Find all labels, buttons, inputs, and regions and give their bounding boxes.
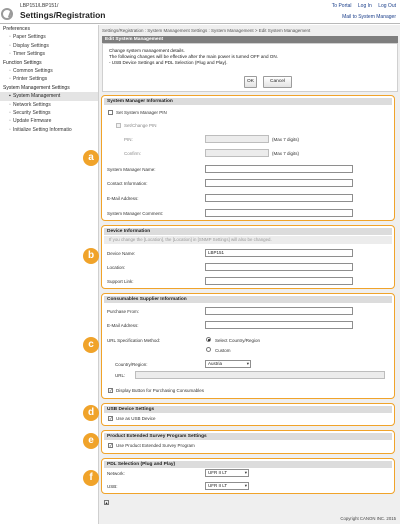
set-pin-label: Set System Manager PIN: [116, 110, 167, 115]
pin-field[interactable]: [205, 135, 269, 143]
log-out-link[interactable]: Log Out: [378, 3, 396, 9]
top-bar: [0, 0, 400, 24]
url-specification-method-label: URL Specification Method:: [107, 338, 161, 343]
panel-title: System Manager Information: [104, 98, 392, 105]
callout-c-badge: c: [83, 337, 99, 353]
sidebar-item-label: Security Settings: [13, 109, 51, 116]
pdl-network-value: UFR II LT: [208, 470, 228, 475]
location-field[interactable]: [205, 263, 353, 271]
callout-e-badge: e: [83, 433, 99, 449]
bullet-icon: ▫: [9, 67, 11, 74]
usb-device-panel: [101, 403, 395, 426]
sidebar-item-label: Initialize Setting Informatio: [13, 126, 72, 133]
bullet-icon: ▫: [9, 51, 11, 58]
sidebar-item-label: Timer Settings: [13, 51, 46, 58]
sidebar-item-label: Update Firmware: [13, 118, 52, 125]
sidebar-item-label: Common Settings: [13, 67, 53, 74]
sidebar-section-preferences: Preferences: [3, 26, 30, 32]
sidebar-item-update-firmware[interactable]: [0, 117, 98, 125]
copyright: Copyright CANON INC. 2015: [340, 516, 396, 521]
select-country-radio[interactable]: [206, 337, 211, 342]
pin-label: PIN:: [124, 137, 133, 142]
supplier-email-label: E-Mail Address:: [107, 323, 139, 328]
intro-line: Change system management details.: [109, 48, 185, 53]
set-change-pin-label: Set/Change PIN: [124, 123, 157, 128]
pdl-usb-label: USB:: [107, 484, 118, 489]
url-field[interactable]: [135, 371, 385, 379]
country-region-value: Austria: [208, 361, 223, 366]
sidebar-item-common-settings[interactable]: [0, 67, 98, 75]
ok-button[interactable]: OK: [244, 76, 257, 88]
sidebar-item-label: Display Settings: [13, 42, 49, 49]
bullet-icon: ▫: [9, 109, 11, 116]
panel-title: Product Extended Survey Program Settings: [104, 433, 392, 440]
custom-label: Custom: [215, 348, 231, 353]
panel-title: USB Device Settings: [104, 406, 392, 413]
bullet-icon: ▫: [9, 118, 11, 125]
back-to-top-icon[interactable]: ▴: [105, 500, 108, 505]
confirm-hint: (Max 7 digits): [272, 151, 300, 156]
mail-to-system-manager-link[interactable]: Mail to System Manager: [342, 14, 396, 20]
sidebar-item-label: Paper Settings: [13, 34, 46, 41]
app-logo-icon: [1, 8, 13, 20]
intro-line: The following changes will be effective after the main power is turned OFF and ON.: [109, 54, 278, 59]
custom-radio[interactable]: [206, 347, 211, 352]
callout-f-badge: f: [83, 470, 99, 486]
callout-a-badge: a: [83, 150, 99, 166]
purchase-from-label: Purchase From:: [107, 309, 140, 314]
sidebar-section-system-management-settings: System Management Settings: [3, 84, 70, 91]
sidebar-item-label: System Management: [13, 93, 61, 100]
supplier-email-field[interactable]: [205, 321, 353, 329]
confirm-label: Confirm:: [124, 151, 142, 156]
panel-title: PDL Selection (Plug and Play): [104, 461, 392, 468]
system-manager-comment-field[interactable]: [205, 209, 353, 217]
email-address-field[interactable]: [205, 194, 353, 202]
to-portal-link[interactable]: To Portal: [331, 3, 352, 9]
breadcrumb: Settings/Registration : System Management Settings : System Management > Edit System Management: [102, 28, 311, 33]
contact-information-label: Contact Information:: [107, 181, 148, 186]
bullet-icon: ▪: [9, 93, 11, 100]
contact-information-field[interactable]: [205, 179, 353, 187]
select-country-label: Select Country/Region: [215, 338, 261, 343]
pdl-network-label: Network:: [107, 471, 125, 476]
chevron-down-icon: ▾: [244, 470, 247, 475]
chevron-down-icon: ▾: [244, 483, 247, 488]
url-label: URL:: [115, 373, 126, 378]
system-manager-comment-label: System Manager Comment:: [107, 211, 164, 216]
panel-title: Device Information: [104, 228, 392, 235]
use-as-usb-device-checkbox[interactable]: ✓: [109, 416, 113, 421]
log-in-link[interactable]: Log In: [357, 3, 372, 9]
sidebar-item-network-settings[interactable]: [0, 101, 98, 109]
survey-program-panel: [101, 430, 395, 454]
display-purchase-button-checkbox[interactable]: ✓: [109, 388, 113, 393]
location-label: Location:: [107, 265, 126, 270]
device-name-field[interactable]: LBP151: [205, 249, 353, 257]
page-title: Settings/Registration: [20, 10, 106, 20]
use-as-usb-device-label: Use as USB Device: [116, 416, 156, 421]
device-model: LBP151/LBP151/: [20, 3, 59, 9]
pdl-network-select[interactable]: [205, 469, 249, 477]
pdl-usb-value: UFR II LT: [208, 483, 228, 488]
pdl-usb-select[interactable]: [205, 482, 249, 490]
cancel-button[interactable]: Cancel: [263, 76, 292, 88]
set-pin-checkbox[interactable]: [108, 110, 113, 115]
bullet-icon: ▫: [9, 101, 11, 108]
sidebar-section-function-settings: Function Settings: [3, 59, 42, 66]
purchase-from-field[interactable]: [205, 307, 353, 315]
device-name-label: Device Name:: [107, 251, 136, 256]
bullet-icon: ▫: [9, 34, 11, 41]
sidebar-item-security-settings[interactable]: [0, 109, 98, 117]
email-address-label: E-Mail Address:: [107, 196, 139, 201]
top-links: [327, 3, 396, 9]
pin-hint: (Max 7 digits): [272, 137, 300, 142]
sidebar-item-printer-settings[interactable]: [0, 75, 98, 83]
bullet-icon: ▫: [9, 126, 11, 133]
bullet-icon: ▫: [9, 76, 11, 83]
intro-line: - USB Device Settings and PDL Selection (Plug and Play).: [109, 60, 228, 65]
confirm-pin-field[interactable]: [205, 149, 269, 157]
support-link-label: Support Link:: [107, 279, 134, 284]
device-info-note: If you change the [Location], the [Location] in [SNMP Settings] will also be changed.: [104, 236, 392, 244]
callout-b-badge: b: [83, 248, 99, 264]
page-header: Edit System Management: [102, 36, 398, 43]
set-change-pin-checkbox[interactable]: [116, 123, 121, 128]
sidebar-item-initialize-setting-information[interactable]: [0, 126, 98, 134]
sidebar-item-label: Printer Settings: [13, 76, 48, 83]
sidebar-item-system-management[interactable]: [0, 92, 98, 100]
system-manager-name-field[interactable]: [205, 165, 353, 173]
system-manager-name-label: System Manager Name:: [107, 167, 156, 172]
sidebar-item-timer-settings[interactable]: [0, 50, 98, 58]
country-region-label: Country/Region:: [115, 362, 148, 367]
country-region-select[interactable]: [205, 360, 251, 368]
callout-d-badge: d: [83, 405, 99, 421]
chevron-down-icon: ▾: [246, 361, 249, 366]
sidebar-item-label: Network Settings: [13, 101, 51, 108]
use-survey-program-label: Use Product Extended Survey Program: [116, 443, 195, 448]
panel-title: Consumables Supplier Information: [104, 296, 392, 303]
sidebar: [0, 25, 98, 524]
display-purchase-button-label: Display Button for Purchasing Consumables: [116, 388, 205, 393]
sidebar-item-paper-settings[interactable]: [0, 33, 98, 41]
sidebar-item-display-settings[interactable]: [0, 42, 98, 50]
support-link-field[interactable]: [205, 277, 353, 285]
bullet-icon: ▫: [9, 42, 11, 49]
use-survey-program-checkbox[interactable]: ✓: [109, 443, 113, 448]
